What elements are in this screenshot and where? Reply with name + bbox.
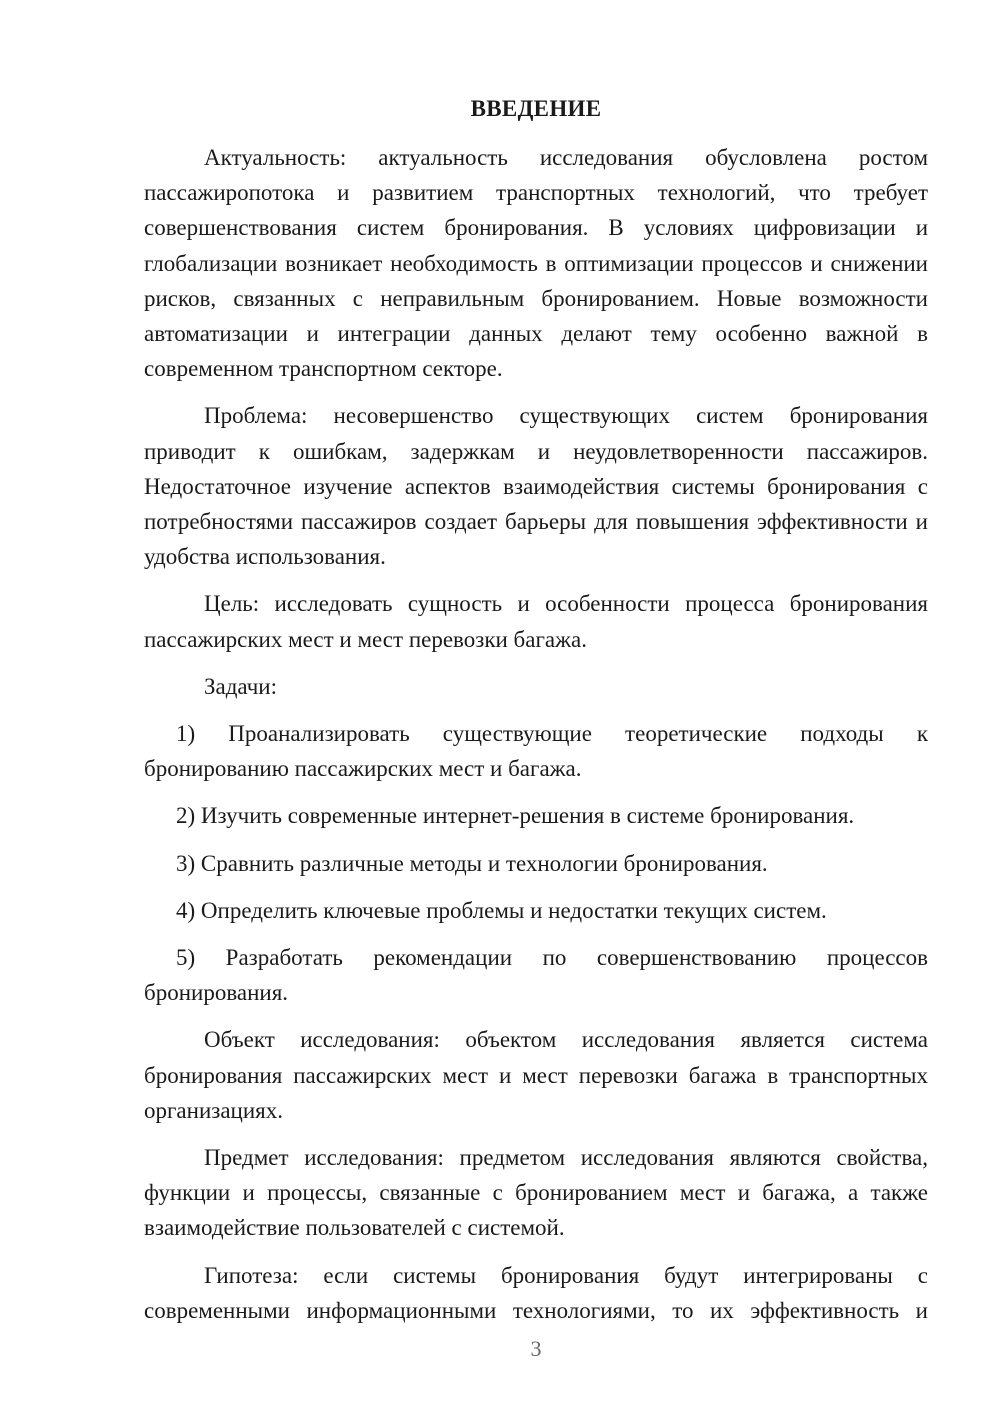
paragraph-relevance: Актуальность: актуальность исследования обусловлена ростом пассажиропотока и развитием транспортных технологий, что требует совершенствования систем бронирования. В условиях цифровизации и глобализации возникает необходимость в оптимизации процессов и снижении рисков, связанных с неправильным бронированием. Новые возможности автоматизации и интеграции данных делают тему особенно важной в современном транспортном секторе. bbox=[144, 145, 928, 382]
page-title: ВВЕДЕНИЕ bbox=[470, 96, 602, 121]
tasks-label: Задачи: bbox=[204, 673, 277, 699]
document-body bbox=[144, 140, 928, 1340]
task-item: 5) Разработать рекомендации по совершенствованию процессов бронирования. bbox=[144, 945, 928, 1006]
paragraph-hypothesis: Гипотеза: если системы бронирования будут интегрированы с современными информационными технологиями, то их эффективность и bbox=[144, 1262, 928, 1323]
paragraph-object: Объект исследования: объектом исследования является система бронирования пассажирских мест и мест перевозки багажа в транспортных организациях. bbox=[144, 1027, 928, 1123]
paragraph-subject: Предмет исследования: предметом исследования являются свойства, функции и процессы, связанные с бронированием мест и багажа, а также взаимодействие пользователей с системой. bbox=[144, 1145, 928, 1241]
task-item: 3) Сравнить различные методы и технологии бронирования. bbox=[176, 850, 768, 876]
task-item: 2) Изучить современные интернет-решения в системе бронирования. bbox=[176, 803, 855, 829]
paragraph-problem: Проблема: несовершенство существующих систем бронирования приводит к ошибкам, задержкам и неудовлетворенности пассажиров. Недостаточное изучение аспектов взаимодействия системы бронирования с потребностями пассажиров создает барьеры для повышения эффективности и удобства использования. bbox=[144, 403, 928, 570]
paragraph-goal: Цель: исследовать сущность и особенности процесса бронирования пассажирских мест и мест перевозки багажа. bbox=[144, 591, 928, 652]
task-item: 4) Определить ключевые проблемы и недостатки текущих систем. bbox=[176, 897, 827, 923]
task-item: 1) Проанализировать существующие теоретические подходы к бронированию пассажирских мест и багажа. bbox=[144, 721, 928, 782]
page-number: 3 bbox=[530, 1336, 542, 1361]
